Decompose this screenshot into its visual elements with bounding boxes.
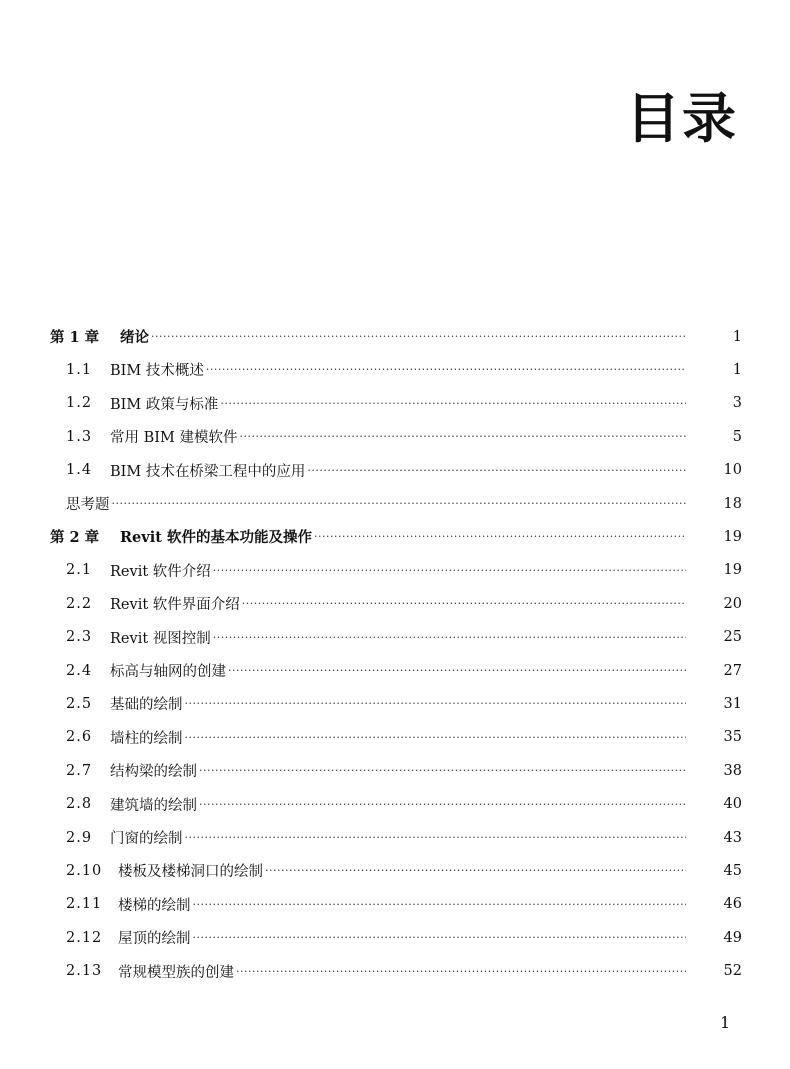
toc-entry-heading bbox=[0, 727, 183, 748]
toc-section-entry[interactable] bbox=[0, 821, 790, 854]
toc-entry-title: Revit 软件介绍 bbox=[110, 563, 211, 580]
toc-entry-page: 27 bbox=[723, 662, 742, 679]
toc-entry-page: 25 bbox=[723, 629, 742, 646]
toc-chapter-entry[interactable] bbox=[0, 520, 790, 553]
page-title: 目录 bbox=[626, 87, 738, 150]
toc-section-entry[interactable] bbox=[0, 587, 790, 620]
toc-entry-heading bbox=[0, 426, 237, 447]
toc-entry-number: 2.1 bbox=[66, 562, 93, 579]
toc-entry-heading bbox=[0, 593, 240, 614]
toc-section-entry[interactable] bbox=[0, 721, 790, 754]
toc-section-entry[interactable] bbox=[0, 888, 790, 921]
toc-entry-title: Revit 软件界面介绍 bbox=[110, 597, 240, 614]
toc-entry-heading bbox=[0, 660, 226, 681]
toc-leader-dots bbox=[239, 430, 686, 443]
toc-section-entry[interactable] bbox=[0, 621, 790, 654]
toc-leader-dots bbox=[185, 697, 687, 710]
toc-entry-heading bbox=[0, 526, 312, 547]
toc-entry-number: 1.4 bbox=[66, 462, 93, 479]
toc-entry-number: 2.11 bbox=[66, 896, 103, 913]
toc-entry-title: BIM 政策与标准 bbox=[110, 396, 219, 413]
toc-entry-heading bbox=[0, 326, 149, 347]
toc-entry-number: 2.2 bbox=[66, 595, 93, 612]
toc-leader-dots bbox=[193, 898, 687, 911]
toc-entry-title: 标高与轴网的创建 bbox=[110, 664, 226, 680]
toc-entry-page: 19 bbox=[723, 528, 742, 545]
toc-entry-page: 19 bbox=[723, 562, 742, 579]
toc-entry-number: 1.1 bbox=[66, 361, 93, 378]
toc-entry-page: 46 bbox=[723, 896, 742, 913]
toc-entry-page: 35 bbox=[723, 729, 742, 746]
toc-entry-number: 1.2 bbox=[66, 395, 93, 412]
toc-entry-title: BIM 技术在桥梁工程中的应用 bbox=[110, 463, 306, 480]
toc-section-entry[interactable] bbox=[0, 420, 790, 453]
toc-entry-page: 3 bbox=[732, 395, 742, 412]
toc-entry-title: 墙柱的绘制 bbox=[110, 730, 183, 747]
toc-entry-heading bbox=[0, 927, 191, 948]
toc-leader-dots bbox=[314, 530, 686, 543]
toc-entry-page: 20 bbox=[723, 595, 742, 612]
toc-entry-title: 结构梁的绘制 bbox=[110, 764, 197, 781]
toc-entry-heading bbox=[0, 627, 211, 648]
toc-entry-title: 常用 BIM 建模软件 bbox=[110, 430, 238, 447]
toc-section-entry[interactable] bbox=[0, 454, 790, 487]
toc-entry-heading bbox=[0, 961, 234, 982]
toc-entry-number: 第 1 章 bbox=[50, 329, 100, 346]
toc-entry-heading bbox=[0, 359, 204, 380]
toc-entry-page: 1 bbox=[732, 328, 742, 345]
toc-leader-dots bbox=[213, 631, 686, 644]
toc-entry-number: 2.6 bbox=[66, 729, 93, 746]
toc-entry-number: 2.7 bbox=[66, 762, 93, 779]
toc-leader-dots bbox=[236, 965, 686, 978]
toc-entry-page: 1 bbox=[732, 361, 742, 378]
toc-leader-dots bbox=[206, 363, 686, 376]
toc-entry-page: 45 bbox=[723, 862, 742, 879]
toc-entry-heading bbox=[0, 393, 218, 414]
toc-entry-number: 第 2 章 bbox=[50, 529, 100, 547]
toc-entry-page: 5 bbox=[732, 428, 742, 445]
toc-section-entry[interactable] bbox=[0, 554, 790, 587]
toc-section-entry[interactable] bbox=[0, 921, 790, 954]
toc-entry-title: 楼梯的绘制 bbox=[118, 897, 191, 914]
toc-section-entry[interactable] bbox=[0, 387, 790, 420]
toc-entry-title: 基础的绘制 bbox=[110, 697, 183, 714]
toc-entry-page: 43 bbox=[723, 829, 742, 846]
toc-entry-heading bbox=[0, 860, 263, 881]
toc-leader-dots bbox=[307, 464, 686, 477]
toc-leader-dots bbox=[151, 330, 686, 343]
toc-entry-page: 10 bbox=[723, 462, 742, 479]
toc-leader-dots bbox=[199, 764, 686, 777]
toc-entry-number: 2.9 bbox=[66, 829, 93, 846]
toc-section-entry[interactable] bbox=[0, 487, 790, 520]
toc-entry-title: 绪论 bbox=[120, 329, 149, 346]
toc-entry-page: 31 bbox=[723, 695, 742, 712]
toc-leader-dots bbox=[242, 597, 686, 610]
page-number: 1 bbox=[720, 1013, 731, 1032]
toc-entry-page: 49 bbox=[723, 929, 742, 946]
toc-section-entry[interactable] bbox=[0, 654, 790, 687]
toc-entry-page: 52 bbox=[723, 963, 742, 980]
toc-entry-number: 2.8 bbox=[66, 796, 93, 813]
toc-section-entry[interactable] bbox=[0, 854, 790, 887]
toc-entry-number: 2.12 bbox=[66, 929, 103, 946]
toc-entry-title: 建筑墙的绘制 bbox=[110, 797, 197, 814]
toc-section-entry[interactable] bbox=[0, 788, 790, 821]
toc-entry-heading bbox=[0, 693, 183, 714]
toc-entry-page: 18 bbox=[723, 495, 742, 512]
toc-entry-page: 40 bbox=[723, 796, 742, 813]
toc-leader-dots bbox=[213, 564, 686, 577]
toc-entry-title: 屋顶的绘制 bbox=[118, 931, 191, 948]
toc-entry-title: Revit 软件的基本功能及操作 bbox=[120, 529, 312, 547]
toc-entry-title: BIM 技术概述 bbox=[110, 363, 204, 380]
toc-entry-title: 门窗的绘制 bbox=[110, 831, 183, 847]
toc-leader-dots bbox=[199, 798, 686, 811]
toc-entry-page: 38 bbox=[723, 762, 742, 779]
toc-leader-dots bbox=[193, 931, 687, 944]
toc-leader-dots bbox=[220, 397, 686, 410]
toc-leader-dots bbox=[228, 664, 686, 677]
toc-leader-dots bbox=[265, 864, 686, 877]
toc-entry-heading bbox=[0, 794, 197, 815]
toc-leader-dots bbox=[185, 731, 687, 744]
toc-entry-number: 1.3 bbox=[66, 428, 93, 445]
toc-section-entry[interactable] bbox=[0, 754, 790, 787]
toc-entry-heading bbox=[0, 560, 211, 581]
toc-entry-number: 2.5 bbox=[66, 695, 93, 712]
toc-entry-heading bbox=[0, 827, 183, 848]
toc-leader-dots bbox=[112, 497, 687, 510]
toc-entry-number: 2.13 bbox=[66, 963, 103, 980]
toc-leader-dots bbox=[185, 831, 687, 844]
toc-entry-title: 常规模型族的创建 bbox=[118, 964, 234, 981]
toc-entry-title: 思考题 bbox=[66, 497, 110, 513]
toc-section-entry[interactable] bbox=[0, 353, 790, 386]
toc-entry-number: 2.4 bbox=[66, 662, 93, 679]
toc-entry-heading bbox=[0, 493, 110, 514]
toc-chapter-entry[interactable] bbox=[0, 320, 790, 353]
toc-entry-heading bbox=[0, 460, 305, 481]
toc-entry-number: 2.10 bbox=[66, 862, 103, 879]
toc-entry-title: Revit 视图控制 bbox=[110, 630, 211, 647]
toc-section-entry[interactable] bbox=[0, 687, 790, 720]
toc-entry-heading bbox=[0, 760, 197, 781]
toc-section-entry[interactable] bbox=[0, 955, 790, 988]
toc-entry-number: 2.3 bbox=[66, 629, 93, 646]
toc-entry-heading bbox=[0, 894, 191, 915]
toc-entry-title: 楼板及楼梯洞口的绘制 bbox=[118, 864, 263, 881]
